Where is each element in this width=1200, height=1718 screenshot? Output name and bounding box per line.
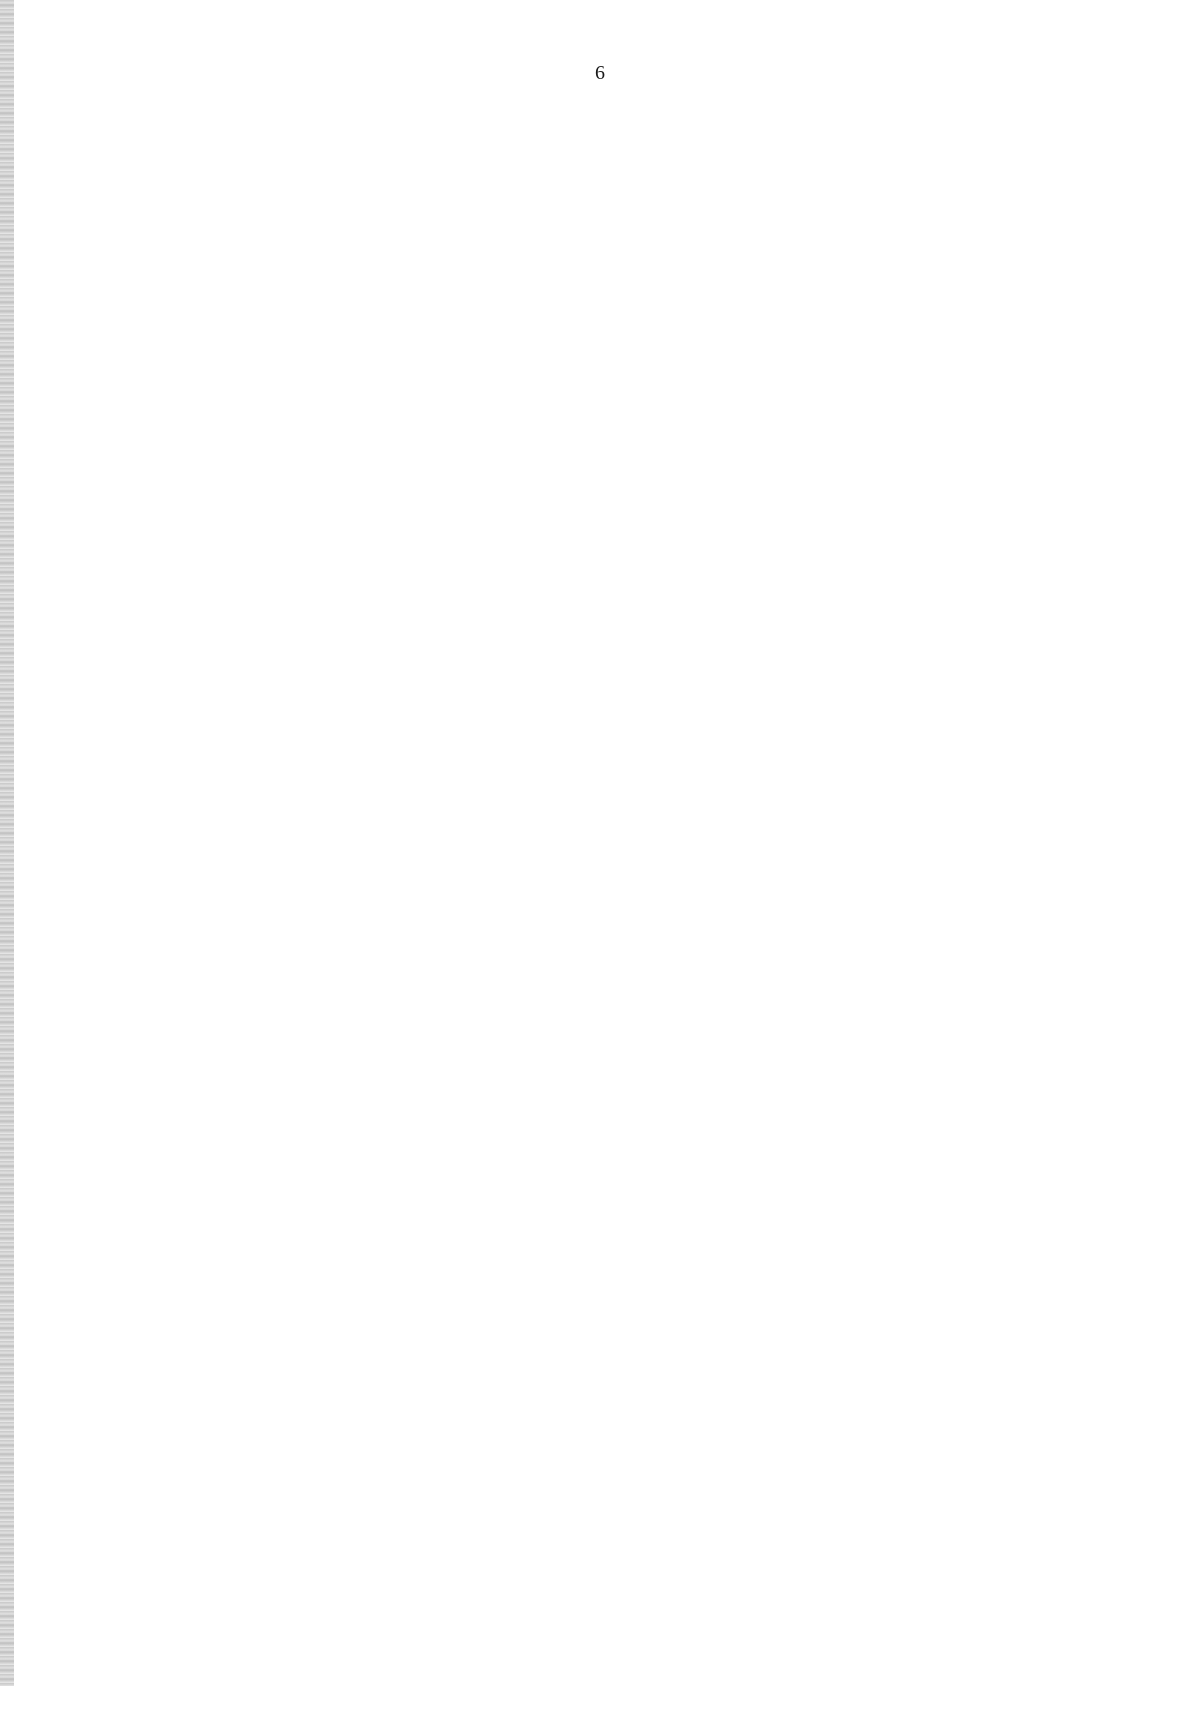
text-line [188,256,1100,288]
text-line [188,508,1100,540]
paragraph-3 [188,476,1100,540]
text-line [188,398,1100,430]
text-line [188,320,1100,352]
text-line [188,192,1100,224]
paragraph-8 [188,930,1100,1154]
text-line [188,1388,1100,1420]
document-body [188,128,1100,1718]
text-line [188,1232,1100,1264]
text-line [188,224,1100,256]
text-line [188,1640,1100,1672]
text-line [188,962,1100,994]
text-line [188,430,1100,462]
text-line [188,994,1100,1026]
text-line [188,696,1100,728]
paragraph-6 [188,774,1100,838]
paragraph-11 [188,1388,1100,1484]
text-line [188,930,1100,962]
text-line [188,1530,1100,1562]
text-line [188,1342,1100,1374]
text-line [188,476,1100,508]
text-line [188,1122,1100,1154]
text-line [188,632,1100,664]
text-line [188,852,1100,884]
text-line [188,806,1100,838]
text-line [188,1452,1100,1484]
text-line [188,728,1100,760]
paragraph-10 [188,1278,1100,1374]
scan-edge [0,0,14,1686]
text-line [188,1576,1100,1608]
paragraph-7 [188,852,1100,916]
text-line [188,1420,1100,1452]
text-line [188,160,1100,192]
text-line [188,1200,1100,1232]
paragraph-13 [188,1576,1100,1704]
paragraph-12 [188,1498,1100,1562]
text-line [188,664,1100,696]
text-line [188,774,1100,806]
text-line [188,884,1100,916]
text-line [188,1026,1100,1058]
text-line [188,1278,1100,1310]
text-line [188,366,1100,398]
text-line [188,1090,1100,1122]
page-number: 6 [595,62,605,84]
paragraph-4 [188,554,1100,618]
text-line [188,1310,1100,1342]
text-line [188,1058,1100,1090]
paragraph-5 [188,632,1100,760]
text-line [188,554,1100,586]
text-line [188,1608,1100,1640]
text-line [188,288,1100,320]
paragraph-2 [188,366,1100,462]
text-line [188,586,1100,618]
text-line [188,1168,1100,1200]
text-line [188,1498,1100,1530]
text-line [188,128,1100,160]
text-line [188,1672,1100,1704]
paragraph-9 [188,1168,1100,1264]
paragraph-1 [188,128,1100,352]
